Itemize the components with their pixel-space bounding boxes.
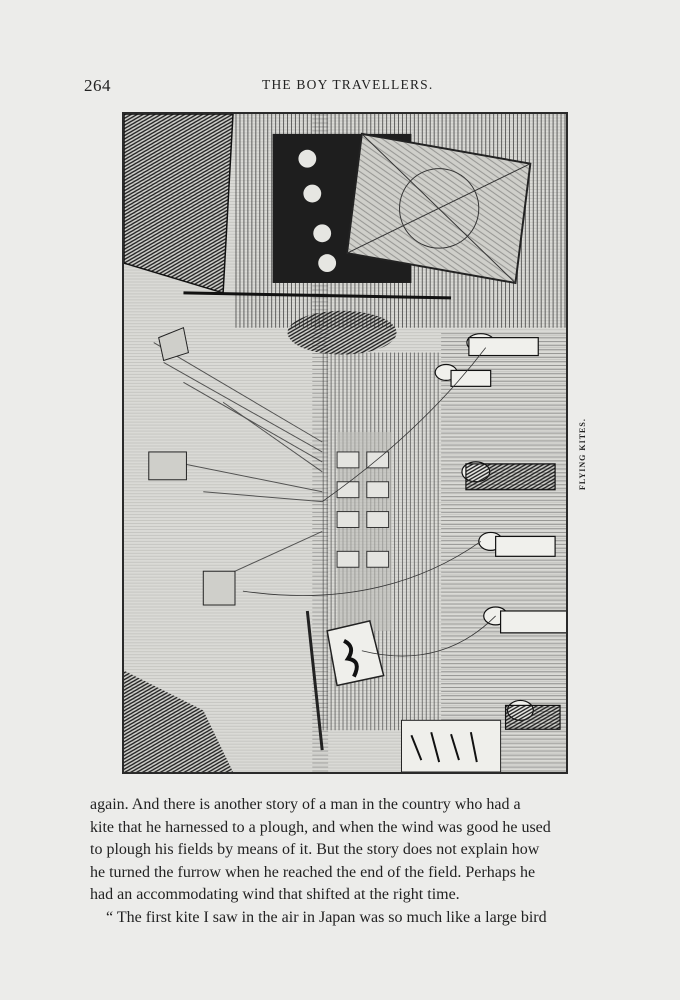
- body-line: had an accommodating wind that shifted at the right time.: [90, 886, 460, 903]
- body-line: he turned the furrow when he reached the end of the field. Perhaps he: [90, 863, 536, 881]
- plate-caption: FLYING KITES.: [578, 418, 587, 490]
- body-line: kite that he harnessed to a plough, and when the wind was good he used: [90, 818, 551, 836]
- body-text: [90, 794, 600, 929]
- body-line: again. And there is another story of a man in the country who had a: [90, 796, 521, 813]
- page-number: 264: [84, 76, 111, 95]
- body-line: “ The first kite I saw in the air in Japan was so much like a large bird: [106, 908, 547, 926]
- running-head: [0, 76, 680, 100]
- engraving-picture: [124, 114, 566, 772]
- flying-kites-engraving: [122, 112, 568, 774]
- book-title: THE BOY TRAVELLERS.: [262, 77, 434, 92]
- body-line: to plough his fields by means of it. But the story does not explain how: [90, 841, 540, 858]
